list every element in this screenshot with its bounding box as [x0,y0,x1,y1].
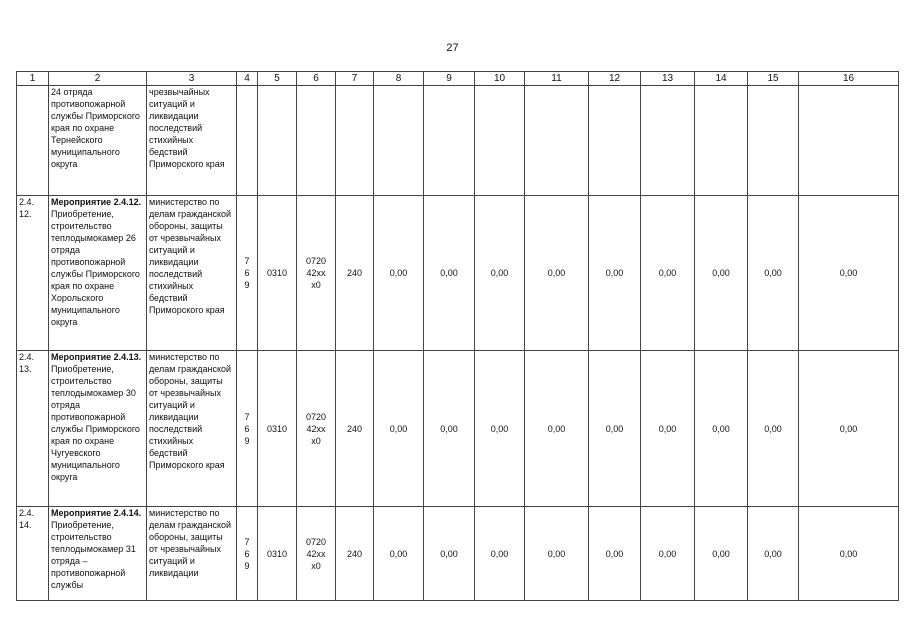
code-part: 42xx [306,423,326,434]
value-cell-16: 0,00 [799,196,899,351]
row-number-part: 14. [19,520,32,530]
cell-num [17,86,49,196]
header-cell-15: 15 [748,72,799,86]
table-row [17,507,899,601]
header-row [17,72,899,86]
code-expense-type: 240 [336,507,374,601]
value-cell-13: 0,00 [641,351,695,507]
code-target [297,507,336,601]
value-cell-12: 0,00 [589,507,641,601]
table-row [17,351,899,507]
cell-empty [641,86,695,196]
cell-empty [336,86,374,196]
code-section: 0310 [258,351,297,507]
header-cell-7: 7 [336,72,374,86]
code-digit: 9 [244,280,250,290]
value-cell-8: 0,00 [374,507,424,601]
code-part: 42xx [306,268,326,278]
value-cell-8: 0,00 [374,351,424,507]
code-expense-type: 240 [336,351,374,507]
header-cell-4: 4 [237,72,258,86]
code-digit: 7 [244,536,250,547]
code-digit: 9 [244,435,250,446]
cell-empty [695,86,748,196]
code-part: x0 [311,435,321,446]
value-cell-15: 0,00 [748,196,799,351]
measure-cell [49,507,147,601]
value-cell-15: 0,00 [748,351,799,507]
cell-empty [237,86,258,196]
row-number-part: 2.4. [19,197,35,207]
header-cell-8: 8 [374,72,424,86]
header-cell-16: 16 [799,72,899,86]
value-cell-14: 0,00 [695,351,748,507]
cell-empty [589,86,641,196]
value-cell-9: 0,00 [424,507,475,601]
measure-title: Мероприятие 2.4.13. [51,352,142,362]
table-row [17,196,899,351]
header-cell-14: 14 [695,72,748,86]
value-cell-16: 0,00 [799,351,899,507]
value-cell-16: 0,00 [799,507,899,601]
value-cell-12: 0,00 [589,196,641,351]
value-cell-8: 0,00 [374,196,424,351]
measure-cell [49,196,147,351]
measure-cell [49,351,147,507]
header-cell-2: 2 [49,72,147,86]
value-cell-9: 0,00 [424,196,475,351]
code-expense-type: 240 [336,196,374,351]
value-cell-12: 0,00 [589,351,641,507]
table-body [17,72,899,601]
code-digit: 9 [244,560,250,571]
value-cell-11: 0,00 [525,351,589,507]
value-cell-14: 0,00 [695,507,748,601]
page-number: 27 [446,42,459,54]
code-part: 0720 [305,536,327,547]
cell-empty [475,86,525,196]
code-section: 0310 [258,196,297,351]
header-cell-5: 5 [258,72,297,86]
value-cell-9: 0,00 [424,351,475,507]
value-cell-10: 0,00 [475,351,525,507]
code-target [297,351,336,507]
cell-empty [424,86,475,196]
header-cell-13: 13 [641,72,695,86]
cell-empty [258,86,297,196]
header-cell-10: 10 [475,72,525,86]
code-part: 0720 [305,256,327,266]
header-cell-9: 9 [424,72,475,86]
code-digit: 6 [244,423,250,434]
value-cell-10: 0,00 [475,196,525,351]
cell-empty [525,86,589,196]
value-cell-11: 0,00 [525,507,589,601]
cell-empty [748,86,799,196]
row-number-part: 12. [19,209,32,219]
code-section: 0310 [258,507,297,601]
code-grbs [237,196,258,351]
cell-desc: 24 отряда противопожарной службы Приморского края по охране Тернейского муниципального округа [49,86,147,196]
cell-empty [799,86,899,196]
continuation-row [17,86,899,196]
row-number-part: 13. [19,364,32,374]
row-number-part: 2.4. [19,508,35,518]
row-number [17,196,49,351]
budget-table [16,71,899,601]
value-cell-14: 0,00 [695,196,748,351]
header-cell-3: 3 [147,72,237,86]
header-cell-12: 12 [589,72,641,86]
row-number [17,507,49,601]
row-number-part: 2.4. [19,352,35,362]
code-digit: 7 [244,256,250,266]
cell-empty [297,86,336,196]
value-cell-10: 0,00 [475,507,525,601]
code-digit: 6 [244,548,250,559]
header-cell-11: 11 [525,72,589,86]
agency-cell: министерство по делам гражданской обороны, защиты от чрезвычайных ситуаций и ликвидации последствий стихийных бедствий Приморского края [147,351,237,507]
measure-description: Приобретение, строительство теплодымокамер 30 отряда противопожарной службы Приморского края по охране Чугуевского муниципального округа [51,364,140,482]
code-target [297,196,336,351]
code-digit: 6 [244,268,250,278]
agency-cell: министерство по делам гражданской обороны, защиты от чрезвычайных ситуаций и ликвидации последствий стихийных бедствий Приморского края [147,196,237,351]
cell-empty [374,86,424,196]
measure-description: Приобретение, строительство теплодымокамер 26 отряда противопожарной службы Приморского края по охране Хорольского муниципального округа [51,209,140,327]
value-cell-13: 0,00 [641,507,695,601]
cell-agency: чрезвычайных ситуаций и ликвидации последствий стихийных бедствий Приморского края [147,86,237,196]
header-cell-1: 1 [17,72,49,86]
code-part: x0 [311,280,321,290]
code-digit: 7 [244,411,250,422]
agency-cell: министерство по делам гражданской обороны, защиты от чрезвычайных ситуаций и ликвидации [147,507,237,601]
row-number [17,351,49,507]
header-cell-6: 6 [297,72,336,86]
measure-title: Мероприятие 2.4.12. [51,197,142,207]
code-grbs [237,351,258,507]
measure-description: Приобретение, строительство теплодымокамер 31 отряда – противопожарной службы [51,520,136,590]
code-part: 0720 [305,411,327,422]
value-cell-15: 0,00 [748,507,799,601]
value-cell-11: 0,00 [525,196,589,351]
code-grbs [237,507,258,601]
code-part: x0 [311,560,321,571]
value-cell-13: 0,00 [641,196,695,351]
measure-title: Мероприятие 2.4.14. [51,508,142,518]
code-part: 42xx [306,548,326,559]
